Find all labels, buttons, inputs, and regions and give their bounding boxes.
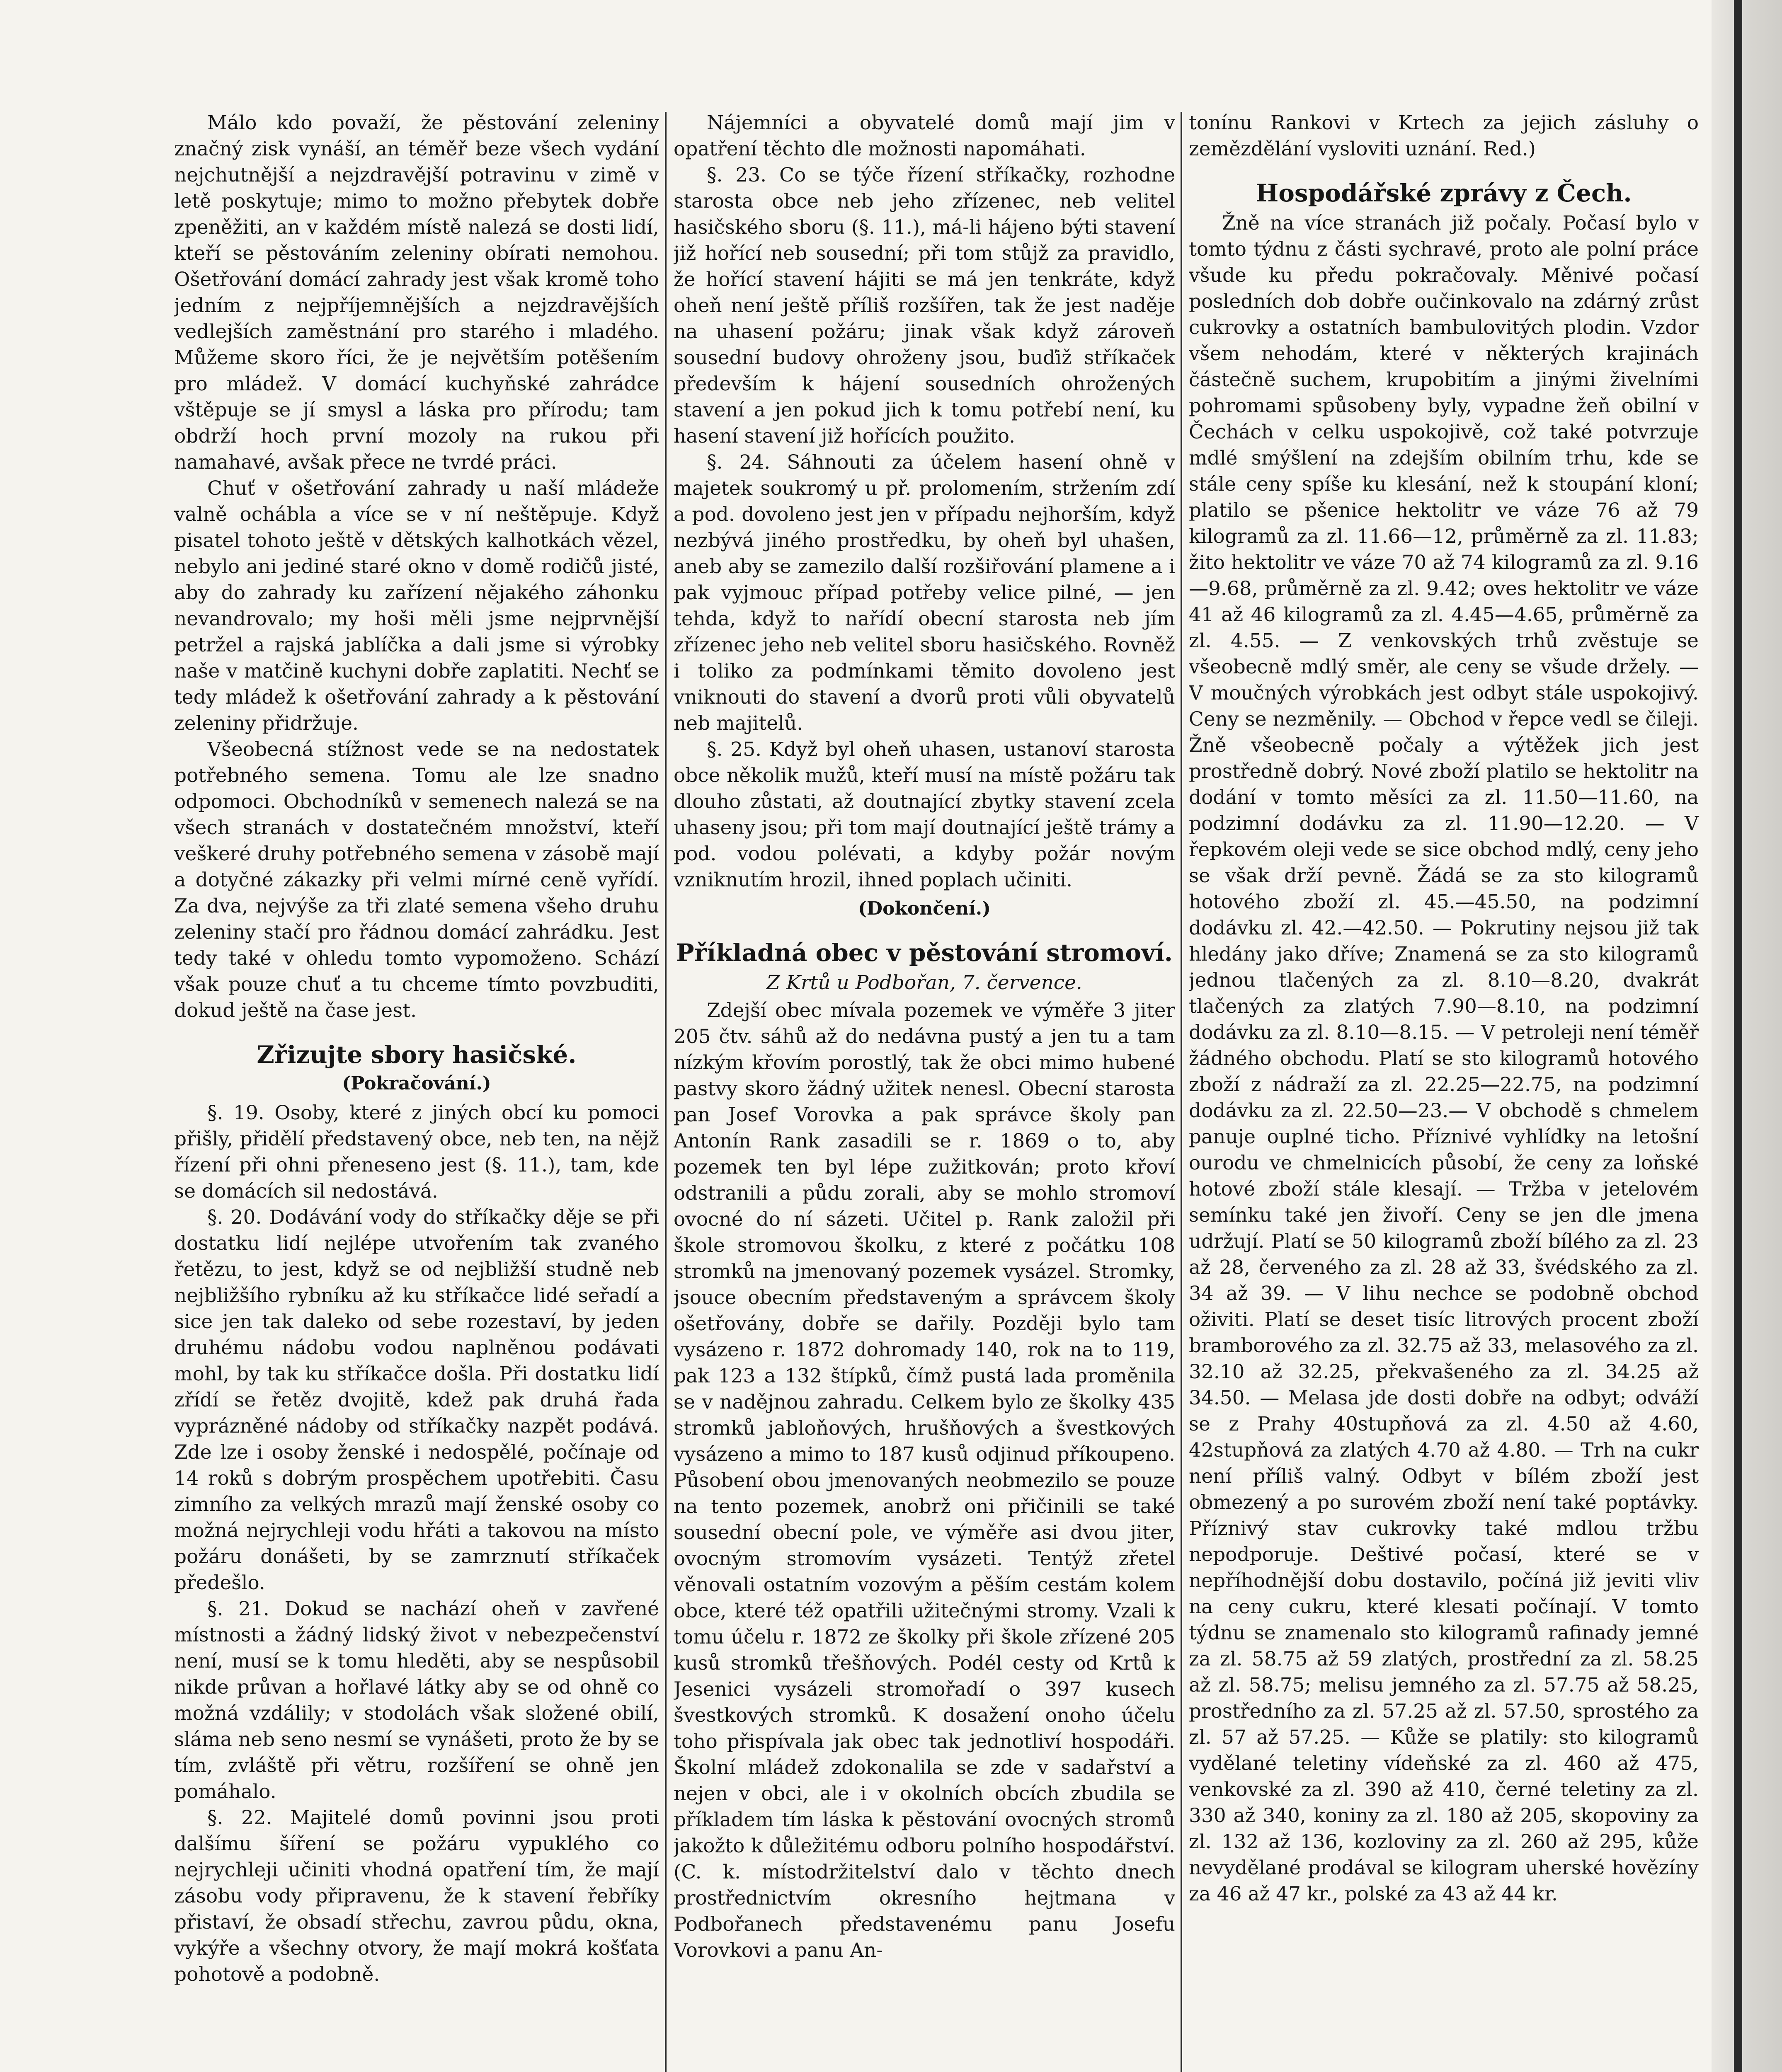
paragraph-section-23: §. 23. Co se týče řízení stříkačky, rozhodne starosta obce neb jeho zřízenec, neb velitel hasičského sboru (§. 11.), má-li hájeno býti stavení již hořící neb sousední; při tom stůjž za pravidlo, že hořící stavení hájiti se má jen tenkráte, když oheň není ještě příliš rozšířen, tak že jest naděje na uhasení požáru; jinak však když zároveň sousední budovy ohroženy jsou, buďiž stříkaček především k hájení sousedních ohrožených stavení a jen pokud jich k tomu potřebí není, ku hasení stavení již hořících použito. (674, 164, 1175, 448)
paragraph-section-21: §. 21. Dokud se nachází oheň v zavřené místnosti a žádný lidský život v nebezpečenství není, musí se k tomu hleděti, aby se nespůsobil nikde průvan a hořlavé látky aby se od ohně co možná vzdálily; v stodolách však složené obilí, sláma neb seno nesmí se vynášeti, proto že by se tím, zvláště při větru, rozšíření se ohně jen pomáhalo. (174, 1598, 659, 1803)
article-continuation-note: (Pokračování.) (342, 1073, 491, 1094)
paragraph-tenants: Nájemníci a obyvatelé domů mají jim v opatření těchto dle možnosti napomáhati. (674, 111, 1175, 160)
page-edge-shadow (1712, 0, 1782, 2072)
paragraph-economic-news: Žně na více stranách již počaly. Počasí bylo v tomto týdnu z části sychravé, proto ale polní práce všude ku předu pokračovaly. Měnivé počasí posledních dob dobře oučinkovalo na zdárný zrůst cukrovky a ostatních bambulovitých plodin. Vzdor všem nehodám, které v některých krajinách částečně suchem, krupobitím a jinými živelními pohromami spůsobeny byly, vypadne žeň obilní v Čechách v celku uspokojivě, což také potvrzuje mdlé smýšlení na zdejším obilním trhu, kde se stále ceny spíše ku klesání, než k stoupání kloní; platilo se pšenice hektolitr ve váze 76 až 79 kilogramů za zl. 11.66—12, průměrně za zl. 11.83; žito hektolitr ve váze 70 až 74 kilogramů za zl. 9.16—9.68, průměrně za zl. 9.42; oves hektolitr ve váze 41 až 46 kilogramů za zl. 4.45—4.65, průměrně za zl. 4.55. — Z venkovských trhů zvěstuje se všeobecně mdlý směr, ale ceny se všude držely. — V moučných výrobkách jest odbyt stále uspokojivý. Ceny se nezměnily. — Obchod v řepce vedl se čileji. Žně všeobecně počaly a výtěžek jich jest prostředně dobrý. Nové zboží platilo se hektolitr na dodání v tomto měsíci za zl. 11.50—11.60, na podzimní dodávku za zl. 11.90—12.20. — V řepkovém oleji vede se sice obchod mdlý, ceny jeho se však drží pevně. Žádá se za sto kilogramů hotového zboží zl. 45.—45.50, na podzimní dodávku zl. 42.—42.50. — Pokrutiny nejsou již tak hledány jako dříve; Znamená se za sto kilogramů jednou tlačených za zl. 8.10—8.20, dvakrát tlačených za zlatých 7.90—8.10, na podzimní dodávku za zl. 8.10—8.15. — V petroleji není téměř žádného obchodu. Platí se sto kilogramů hotového zboží z nádraží za zl. 22.25—22.75, na podzimní dodávku za zl. 22.50—23.— V obchodě s chmelem panuje ouplné ticho. Příznivé vyhlídky na letošní ourodu ve chmelnicích působí, že ceny za loňské hotové zboží stále klesají. — Tržba v jetelovém semínku také jen živoří. Ceny se jen dle jmena udržují. Platí se 50 kilogramů zboží bílého za zl. 23 až 28, červeného za zl. 28 až 33, švédského za zl. 34 až 39. — V lihu nechce se podobně obchod oživiti. Platí se deset tisíc litrových procent zboží bramborového za zl. 32.75 až 33, melasového za zl. 32.10 až 32.25, překvašeného za zl. 34.25 až 34.50. — Melasa jde dosti dobře na odbyt; odváží se z Prahy 40stupňová za zl. 4.50 až 4.60, 42stupňová za zlatých 4.70 až 4.80. — Trh na cukr není příliš valný. Odbyt v bílém zboží jest obmezený a po surovém zboží není také poptávky. Příznivý stav cukrovky také mdlou tržbu nepodporuje. Deštivé počasí, které se v nepříhodnější dobu dostavilo, počíná již jeviti vliv na ceny cukru, které klesati počínají. V tomto týdnu se znamenalo sto kilogramů rafinady jemné za zl. 58.75 až 59 zlatých, prostřední za zl. 58.25 až zl. 58.75; melisu jemného za zl. 57.75 až 58.25, prostředního za zl. 57.25 až zl. 57.50, sprostého za zl. 57 až 57.25. — Kůže se platily: sto kilogramů vydělané teletiny vídeňské za zl. 460 až 475, venkovské za zl. 390 až 410, černé teletiny za zl. 330 až 340, koniny za zl. 180 až 205, skopoviny za zl. 132 až 136, kozloviny za zl. 260 až 295, kůže nevydělané prodával se kilogram uherské hovězíny za 46 až 47 kr., polské za 43 až 44 kr. (1189, 212, 1699, 1905)
paragraph-section-22: §. 22. Majitelé domů povinni jsou proti dalšímu šíření se požáru vypuklého co nejrychleji učiniti vhodná opatření tím, že mají zásobu vody připravenu, že k stavení řebříky přistaví, že obsadí střechu, zavrou půdu, okna, vykýře a všechny otvory, že mají mokrá košťata pohotově a podobně. (174, 1806, 659, 1986)
article-end-note: (Dokončení.) (858, 898, 991, 919)
paragraph-model-village-end: tonínu Rankovi v Krtech za jejich zásluhy o zemězdělání vysloviti uznání. Red.) (1189, 111, 1699, 160)
article-dateline: Z Krtů u Podbořan, 7. července. (766, 971, 1082, 994)
column-1 (174, 110, 659, 2072)
column-2 (674, 110, 1175, 2072)
page-edge-line (1734, 0, 1742, 2072)
paragraph-model-village: Zdejší obec mívala pozemek ve výměře 3 jiter 205 čtv. sáhů až do nedávna pustý a jen tu a tam nízkým křovím porostlý, tak že obci mimo hubené pastvy skoro žádný užitek nenesl. Obecní starosta pan Josef Vorovka a pak správce školy pan Antonín Rank zasadili se r. 1869 o to, aby pozemek ten byl lépe zužitkován; proto křoví odstranili a půdu zorali, aby se mohlo stromoví ovocné do ní sázeti. Učitel p. Rank založil při škole stromovou školku, z které z počátku 108 stromků na jmenovaný pozemek vysázel. Stromky, jsouce obecním představeným a správcem školy ošetřovány, dobře se dařily. Později bylo tam vysázeno r. 1872 dohromady 140, rok na to 119, pak 123 a 132 štípků, čímž pustá lada proměnila se v nadějnou zahradu. Celkem bylo ze školky 435 stromků jabloňových, hrušňových a švestkových vysázeno a mimo to 187 kusů odjinud příkoupeno. Působení obou jmenovaných neobmezilo se pouze na tento pozemek, anobrž oni přičinili se také sousední obecní pole, ve výměře asi dvou jiter, ovocným stromovím vysázeti. Tentýž zřetel věnovali ostatním vozovým a pěším cestám kolem obce, které též opatřili užitečnými stromy. Vzali k tomu účelu r. 1872 ze školky při škole zřízené 205 kusů stromků třešňových. Podél cesty od Krtů k Jesenici vysázeli stromořadí o 397 kusech švestkových stromků. K dosažení onoho účelu toho přispívala jak obec tak jednotliví hospodáři. Školní mládež zdokonalila se zde v sadařství a nejen v obci, ale i v okolních obcích zbudila se příkladem tím láska k pěstování ovocných stromů jakožto k důležitému odboru polního hospodářství. (C. k. místodržitelství dalo v těchto dnech prostřednictvím okresního hejtmana v Podbořanech představenému panu Josefu Vorovkovi a panu An- (674, 999, 1175, 1962)
paragraph-vegetables-2: Chuť v ošetřování zahrady u naší mládeže valně ochábla a více se v ní neštěpuje. Když pisatel tohoto ještě v dětských kalhotkách vězel, nebylo ani jediné staré okno v domě rodičů jisté, aby do zahrady ku zařízení nějakého záhonku nevandrovalo; my hoši měli jsme nejprvnější petržel a rajská jablíčka a dali jsme si výrobky naše v matčině kuchyni dobře zaplatiti. Nechť se tedy mládež k ošetřování zahrady a k pěstování zeleniny přidržuje. (174, 477, 659, 735)
article-heading-model-village: Příkladná obec v pěstování stromoví. (676, 939, 1173, 967)
paragraph-section-25: §. 25. Když byl oheň uhasen, ustanoví starosta obce několik mužů, kteří musí na místě požáru tak dlouho zůstati, až doutnající zbytky stavení zcela uhaseny jsou; při tom mají doutnající ještě trámy a pod. vodou polévati, a kdyby požár novým vzniknutím hrozil, ihned poplach učiniti. (674, 738, 1175, 891)
paragraph-section-24: §. 24. Sáhnouti za účelem hasení ohně v majetek soukromý u př. prolomením, stržením zdí a pod. dovoleno jest jen v případu nejhorším, když nezbývá jiného prostředku, by oheň byl uhašen, aneb aby se zamezilo další rozšiřování plamene a i pak vyjmouc případ potřeby velice pilné, — jen tehda, když to nařídí obecní starosta neb jím zřízenec jeho neb velitel sboru hasičského. Rovněž i toliko za podmínkami těmito dovoleno jest vniknouti do stavení a dvorů proti vůli obyvatelů neb majitelů. (674, 451, 1175, 735)
paragraph-section-20: §. 20. Dodávání vody do stříkačky děje se při dostatku lidí nejlépe utvořením tak zvaného řetězu, to jest, když se od nejbližší studně neb nejbližšího rybníku až ku stříkačce lidé seřadí a sice jen tak daleko od sebe rozestaví, by jeden druhému nádobu vodou naplněnou podávati mohl, by tak ku stříkačce došla. Při dostatku lidí zřídí se řetěz dvojitě, kdež pak druhá řada vyprázněné nádoby od stříkačky nazpět podává. Zde lze i osoby ženské i nedospělé, počínaje od 14 roků s dobrým prospěchem upotřebiti. Času zimního za velkých mrazů mají ženské osoby co možná nejrychleji vodu hřáti a takovou na místo požáru donášeti, by se zamrznutí stříkaček předešlo. (174, 1206, 659, 1594)
paragraph-vegetables-1: Málo kdo považí, že pěstování zeleniny značný zisk vynáší, an téměř beze všech vydání nejchutnější a nejzdravější potravinu v zimě v letě poskytuje; mimo to možno přebytek dobře zpeněžiti, an v každém místě nalezá se dosti lidí, kteří se pěstováním zeleniny obírati nemohou. Ošetřování domácí zahrady jest však kromě toho jedním z nejpříjemnějších a nejzdravějších vedlejších zaměstnání pro starého i mladého. Můžeme skoro říci, že je největším potěšením pro mládež. V domácí kuchyňské zahrádce vštěpuje se jí smysl a láska pro přírodu; tam obdrží hoch první mozoly na rukou při namahavé, avšak přece ne tvrdé práci. (174, 111, 659, 474)
column-divider (665, 112, 667, 2072)
paragraph-section-19: §. 19. Osoby, které z jiných obcí ku pomoci přišly, přidělí představený obce, neb ten, na nějž řízení při ohni přeneseno jest (§. 11.), tam, kde se domácích sil nedostává. (174, 1101, 659, 1203)
column-3 (1189, 110, 1699, 2072)
article-heading-economic-news: Hospodářské zprávy z Čech. (1256, 179, 1632, 207)
column-divider (1181, 112, 1182, 2072)
paragraph-vegetables-3: Všeobecná stížnost vede se na nedostatek potřebného semena. Tomu ale lze snadno odpomoci. Obchodníků v semenech nalezá se na všech stranách v dostatečném množství, kteří veškeré druhy potřebného semena v zásobě mají a dotyčné zákazky při velmi mírné ceně vyřídí. Za dva, nejvýše za tři zlaté semena všeho druhu zeleniny stačí pro řádnou domácí zahrádku. Jest tedy také v ohledu tomto vypomoženo. Schází však pouze chuť a tu chceme tímto povzbuditi, dokud ještě na čase jest. (174, 738, 659, 1022)
article-heading-fire-brigades: Zřizujte sbory hasičské. (257, 1041, 577, 1069)
